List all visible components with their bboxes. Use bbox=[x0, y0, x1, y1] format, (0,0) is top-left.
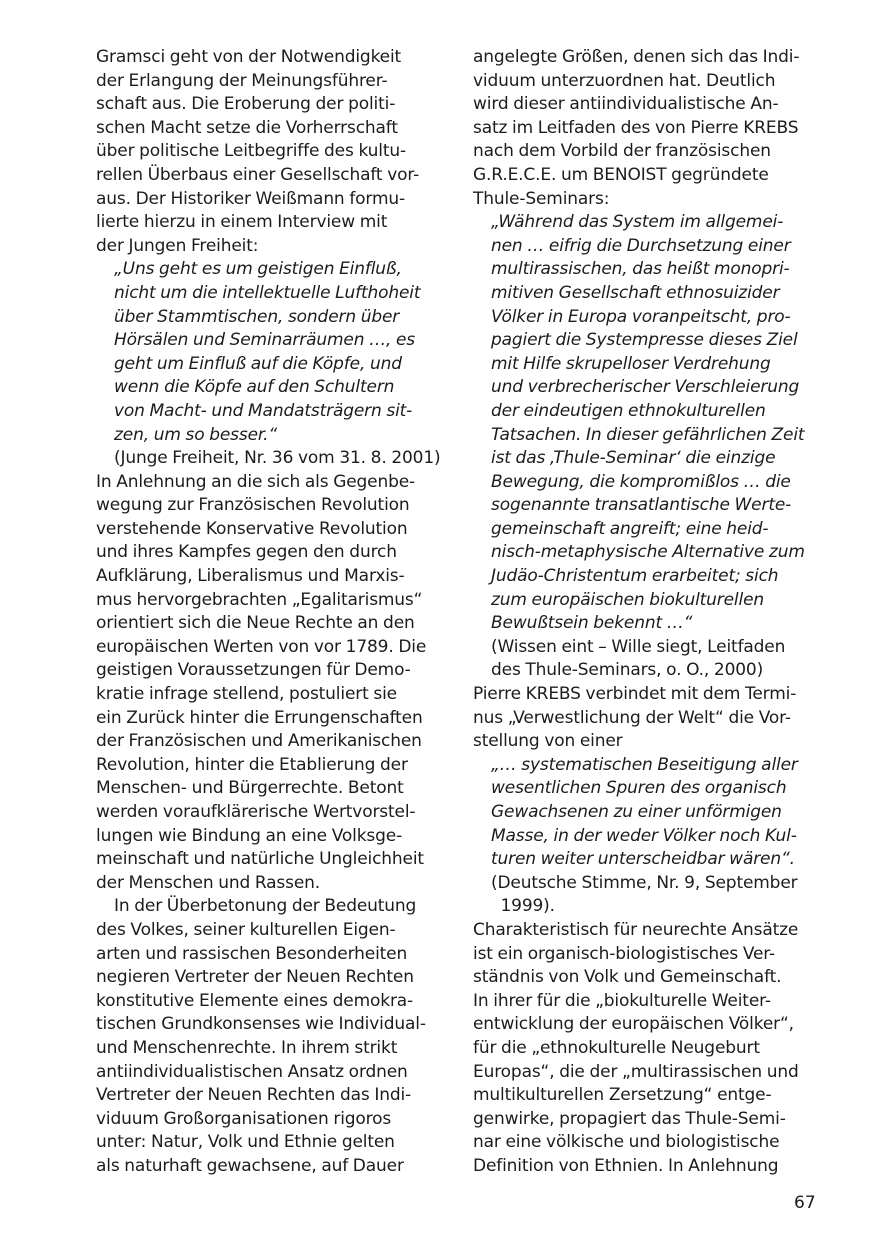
text-line: des Volkes, seiner kulturellen Eigen- bbox=[96, 919, 396, 940]
right-blockquote-1 bbox=[473, 211, 819, 636]
citation-line: des Thule-Seminars, o. O., 2000) bbox=[491, 660, 764, 681]
right-column bbox=[473, 46, 819, 1179]
quote-line: Hörsälen und Seminarräumen …, es bbox=[114, 330, 415, 351]
quote-line: sogenannte transatlantische Werte- bbox=[491, 495, 792, 516]
text-line: antiindividualistischen Ansatz ordnen bbox=[96, 1061, 408, 1082]
text-line: Charakteristisch für neurechte Ansätze bbox=[473, 919, 799, 940]
text-line: Aufklärung, Liberalismus und Marxis- bbox=[96, 566, 405, 587]
text-line: kratie infrage stellend, postuliert sie bbox=[96, 684, 397, 705]
quote-line: Gewachsenen zu einer unförmigen bbox=[491, 802, 782, 822]
text-line: Menschen- und Bürgerrechte. Betont bbox=[96, 778, 404, 799]
text-line: wird dieser antiindividualistische An- bbox=[473, 94, 779, 115]
left-paragraph-1 bbox=[96, 46, 441, 258]
text-line: wegung zur Französischen Revolution bbox=[96, 495, 410, 516]
quote-line: gemeinschaft angreift; eine heid- bbox=[491, 518, 769, 539]
text-line: geistigen Voraussetzungen für Demo- bbox=[96, 660, 411, 681]
quote-line: zum europäischen biokulturellen bbox=[491, 589, 765, 610]
text-line: europäischen Werten von vor 1789. Die bbox=[96, 636, 427, 657]
quote-line: „… systematischen Beseitigung aller bbox=[491, 754, 798, 775]
quote-line: geht um Einfluß auf die Köpfe, und bbox=[114, 353, 402, 374]
text-line: angelegte Größen, denen sich das Indi- bbox=[473, 47, 800, 67]
citation-line: (Wissen eint – Wille siegt, Leitfaden bbox=[491, 636, 786, 657]
text-line: Revolution, hinter die Etablierung der bbox=[96, 754, 408, 775]
text-line: ein Zurück hinter die Errungenschaften bbox=[96, 707, 423, 728]
text-line: Pierre KREBS verbindet mit dem Termi- bbox=[473, 684, 797, 705]
text-line: nus „Verwestlichung der Welt“ die Vor- bbox=[473, 707, 791, 728]
text-line: Gramsci geht von der Notwendigkeit bbox=[96, 47, 402, 67]
quote-line: Bewußtsein bekennt …“ bbox=[491, 613, 693, 634]
quote-line: multirassischen, das heißt monopri- bbox=[491, 259, 790, 280]
quote-line: Masse, in der weder Völker noch Kul- bbox=[491, 825, 797, 846]
quote-line: nisch-metaphysische Alternative zum bbox=[491, 542, 805, 563]
text-line: lierte hierzu in einem Interview mit bbox=[96, 212, 388, 233]
right-citation-2 bbox=[473, 872, 819, 919]
text-line: Thule-Seminars: bbox=[473, 188, 610, 209]
left-column bbox=[96, 46, 441, 1179]
text-line: der Menschen und Rassen. bbox=[96, 872, 321, 893]
text-line: genwirke, propagiert das Thule-Semi- bbox=[473, 1108, 786, 1129]
text-line: In der Überbetonung der Bedeutung bbox=[114, 896, 417, 917]
text-line: ist ein organisch-biologistisches Ver- bbox=[473, 943, 776, 964]
text-line: negieren Vertreter der Neuen Rechten bbox=[96, 967, 414, 988]
text-line: arten und rassischen Besonderheiten bbox=[96, 943, 408, 964]
text-line: nach dem Vorbild der französischen bbox=[473, 141, 771, 162]
left-paragraph-3 bbox=[96, 895, 441, 1178]
text-line: unter: Natur, Volk und Ethnie gelten bbox=[96, 1132, 395, 1153]
text-line: viduum Großorganisationen rigoros bbox=[96, 1108, 392, 1129]
text-line: orientiert sich die Neue Rechte an den bbox=[96, 613, 415, 634]
text-line: konstitutive Elemente eines demokra- bbox=[96, 990, 414, 1011]
text-line: In ihrer für die „biokulturelle Weiter- bbox=[473, 990, 771, 1011]
text-line: verstehende Konservative Revolution bbox=[96, 518, 408, 539]
quote-line: Völker in Europa voranpeitscht, pro- bbox=[491, 306, 791, 327]
text-line: aus. Der Historiker Weißmann formu- bbox=[96, 188, 405, 209]
right-blockquote-2 bbox=[473, 754, 819, 872]
text-line: schen Macht setze die Vorherrschaft bbox=[96, 117, 398, 138]
quote-line: Tatsachen. In dieser gefährlichen Zeit bbox=[491, 424, 805, 445]
left-citation-1 bbox=[96, 447, 441, 471]
right-paragraph-2 bbox=[473, 683, 819, 754]
quote-line: „Während das System im allgemei- bbox=[491, 212, 784, 233]
citation-line: (Junge Freiheit, Nr. 36 vom 31. 8. 2001) bbox=[114, 448, 441, 469]
quote-line: mitiven Gesellschaft ethnosuizider bbox=[491, 282, 780, 303]
quote-line: nen … eifrig die Durchsetzung einer bbox=[491, 235, 791, 256]
citation-line: 1999). bbox=[491, 896, 555, 917]
quote-line: turen weiter unterscheidbar wären“. bbox=[491, 849, 795, 870]
quote-line: zen, um so besser.“ bbox=[114, 424, 278, 445]
text-line: tischen Grundkonsenses wie Individual- bbox=[96, 1014, 426, 1035]
quote-line: ist das ‚Thule-Seminar‘ die einzige bbox=[491, 448, 776, 469]
text-line: mus hervorgebrachten „Egalitarismus“ bbox=[96, 589, 423, 610]
page-number: 67 bbox=[794, 1193, 816, 1213]
left-paragraph-2 bbox=[96, 471, 441, 896]
quote-line: mit Hilfe skrupelloser Verdrehung bbox=[491, 353, 771, 374]
quote-line: der eindeutigen ethnokulturellen bbox=[491, 400, 766, 421]
quote-line: wenn die Köpfe auf den Schultern bbox=[114, 377, 395, 398]
citation-line: (Deutsche Stimme, Nr. 9, September bbox=[491, 872, 798, 893]
quote-line: und verbrecherischer Verschleierung bbox=[491, 377, 800, 398]
quote-line: nicht um die intellektuelle Lufthoheit bbox=[114, 282, 421, 303]
text-line: ständnis von Volk und Gemeinschaft. bbox=[473, 967, 782, 988]
quote-line: Judäo-Christentum erarbeitet; sich bbox=[491, 566, 779, 587]
text-line: als naturhaft gewachsene, auf Dauer bbox=[96, 1155, 404, 1176]
text-line: der Erlangung der Meinungsführer- bbox=[96, 70, 388, 91]
quote-line: Bewegung, die kompromißlos … die bbox=[491, 471, 791, 492]
text-line: satz im Leitfaden des von Pierre KREBS bbox=[473, 117, 799, 138]
text-line: lungen wie Bindung an eine Volksge- bbox=[96, 825, 403, 846]
text-line: und Menschenrechte. In ihrem strikt bbox=[96, 1037, 398, 1058]
text-line: schaft aus. Die Eroberung der politi- bbox=[96, 94, 396, 115]
quote-line: „Uns geht es um geistigen Einfluß, bbox=[114, 259, 402, 280]
left-blockquote-1 bbox=[96, 258, 441, 447]
quote-line: über Stammtischen, sondern über bbox=[114, 306, 400, 327]
text-line: multikulturellen Zersetzung“ entge- bbox=[473, 1085, 772, 1106]
right-citation-1 bbox=[473, 636, 819, 683]
quote-line: pagiert die Systempresse dieses Ziel bbox=[491, 330, 798, 351]
text-line: der Jungen Freiheit: bbox=[96, 235, 259, 256]
text-line: G.R.E.C.E. um BENOIST gegründete bbox=[473, 164, 769, 185]
text-line: Definition von Ethnien. In Anlehnung bbox=[473, 1155, 779, 1176]
text-line: entwicklung der europäischen Völker“, bbox=[473, 1014, 794, 1035]
quote-line: von Macht- und Mandatsträgern sit- bbox=[114, 400, 413, 421]
text-line: In Anlehnung an die sich als Gegenbe- bbox=[96, 471, 416, 492]
quote-line: wesentlichen Spuren des organisch bbox=[491, 778, 787, 799]
text-line: rellen Überbaus einer Gesellschaft vor- bbox=[96, 164, 420, 185]
text-line: der Französischen und Amerikanischen bbox=[96, 731, 422, 752]
text-line: Vertreter der Neuen Rechten das Indi- bbox=[96, 1085, 412, 1106]
right-paragraph-3 bbox=[473, 919, 819, 1179]
right-paragraph-1 bbox=[473, 46, 819, 211]
text-line: meinschaft und natürliche Ungleichheit bbox=[96, 849, 424, 870]
text-line: werden voraufklärerische Wertvorstel- bbox=[96, 802, 416, 822]
text-line: nar eine völkische und biologistische bbox=[473, 1132, 780, 1153]
text-line: stellung von einer bbox=[473, 731, 623, 752]
text-line: und ihres Kampfes gegen den durch bbox=[96, 542, 397, 563]
text-line: viduum unterzuordnen hat. Deutlich bbox=[473, 70, 776, 91]
text-line: für die „ethnokulturelle Neugeburt bbox=[473, 1037, 760, 1058]
text-line: Europas“, die der „multirassischen und bbox=[473, 1061, 799, 1082]
text-line: über politische Leitbegriffe des kultu- bbox=[96, 141, 406, 162]
